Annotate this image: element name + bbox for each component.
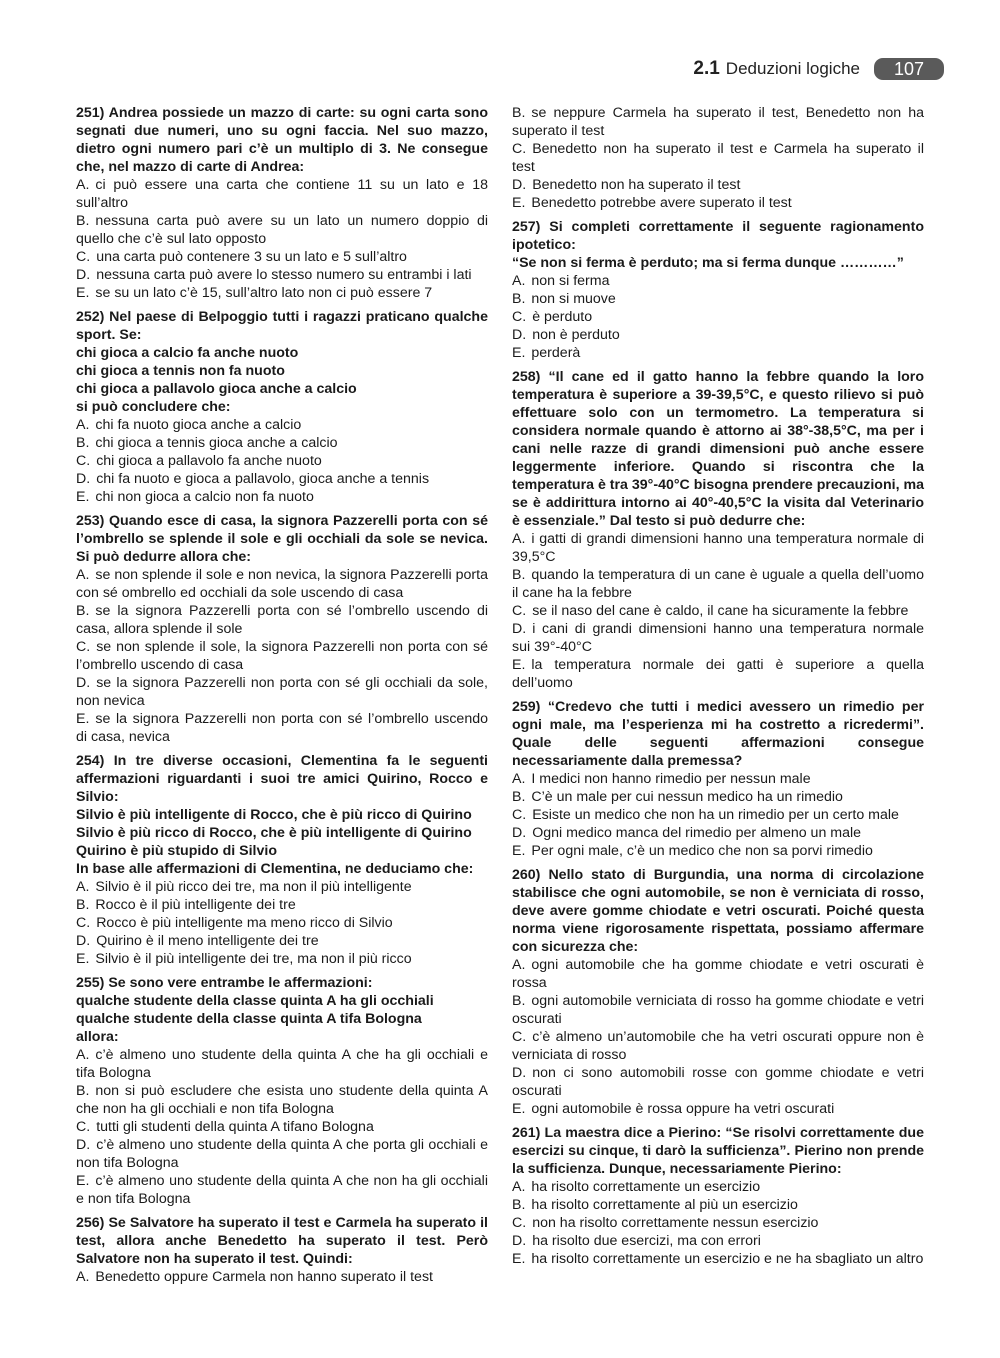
option-letter: B. <box>76 1083 90 1099</box>
option-text: c’è almeno uno studente della quinta A che non ha gli occhiali e non tifa Bologna <box>76 1173 488 1207</box>
option-letter: E. <box>76 1173 90 1189</box>
option-text: Per ogni male, c’è un medico che non sa porvi rimedio <box>531 843 873 859</box>
answer-option <box>76 452 488 470</box>
option-letter: E. <box>76 489 90 505</box>
answer-option <box>512 842 924 860</box>
question-stem-line: 259) “Credevo che tutti i medici avessero un rimedio per ogni male, ma l’esperienza mi ha costretto a ricredermi”. Quale delle seguenti affermazioni consegue necessariamente dalla premessa? <box>512 699 924 769</box>
option-text: non si ferma <box>531 273 610 289</box>
option-text: Benedetto non ha superato il test <box>532 177 741 193</box>
option-text: c’è almeno uno studente della quinta A che ha gli occhiali e tifa Bologna <box>76 1047 488 1081</box>
answer-option <box>512 656 924 692</box>
option-letter: A. <box>76 879 90 895</box>
option-text: chi fa nuoto gioca anche a calcio <box>95 417 302 433</box>
option-letter: C. <box>512 141 527 157</box>
option-text: ci può essere una carta che contiene 11 su un lato e 18 sull’altro <box>76 177 488 211</box>
option-letter: C. <box>512 603 527 619</box>
answer-option <box>512 530 924 566</box>
answer-option <box>76 248 488 266</box>
option-letter: E. <box>512 843 526 859</box>
option-letter: A. <box>76 417 90 433</box>
option-letter: D. <box>512 177 527 193</box>
answer-option <box>76 416 488 434</box>
option-letter: D. <box>512 1065 527 1081</box>
option-letter: D. <box>512 1233 527 1249</box>
answer-option <box>512 326 924 344</box>
option-letter: B. <box>76 603 90 619</box>
answer-option <box>512 1214 924 1232</box>
answer-option <box>76 710 488 746</box>
option-letter: A. <box>512 273 526 289</box>
question-stem-line: qualche studente della classe quinta A ha gli occhiali <box>76 993 434 1009</box>
option-text: ogni automobile verniciata di rosso ha gomme chiodate e vetri oscurati <box>512 993 924 1027</box>
option-text: chi gioca a tennis gioca anche a calcio <box>95 435 338 451</box>
option-letter: D. <box>76 675 91 691</box>
answer-option <box>76 638 488 674</box>
question-stem-line: chi gioca a calcio fa anche nuoto <box>76 345 299 361</box>
question-block <box>76 308 488 506</box>
answer-option <box>76 896 488 914</box>
option-letter: D. <box>512 327 527 343</box>
option-letter: B. <box>512 789 526 805</box>
question-stem-line: allora: <box>76 1029 119 1045</box>
option-letter: C. <box>76 915 91 931</box>
option-text: ogni automobile è rossa oppure ha vetri oscurati <box>531 1101 835 1117</box>
option-letter: B. <box>512 291 526 307</box>
option-letter: E. <box>76 285 90 301</box>
answer-option <box>76 878 488 896</box>
answer-option <box>512 1250 924 1268</box>
question-block <box>76 752 488 968</box>
answer-option <box>512 1232 924 1250</box>
answer-option <box>76 212 488 248</box>
question-stem-line: qualche studente della classe quinta A tifa Bologna <box>76 1011 422 1027</box>
answer-option <box>512 620 924 656</box>
option-text: non ha risolto correttamente nessun esercizio <box>532 1215 819 1231</box>
option-text: quando la temperatura di un cane è uguale a quella dell’uomo il cane ha la febbre <box>512 567 924 601</box>
question-block <box>76 974 488 1208</box>
option-letter: E. <box>512 1251 526 1267</box>
question-block <box>76 104 488 302</box>
option-text: ha risolto due esercizi, ma con errori <box>532 1233 761 1249</box>
answer-option <box>76 566 488 602</box>
option-text: la temperatura normale dei gatti è superiore a quella dell’uomo <box>512 657 924 691</box>
option-text: ha risolto correttamente un esercizio e ne ha sbagliato un altro <box>531 1251 924 1267</box>
option-letter: A. <box>76 1269 90 1285</box>
answer-options <box>512 530 924 692</box>
answer-option <box>76 674 488 710</box>
answer-options <box>512 104 924 212</box>
option-letter: D. <box>76 1137 91 1153</box>
answer-options <box>512 956 924 1118</box>
option-letter: D. <box>76 933 91 949</box>
answer-option <box>512 272 924 290</box>
option-letter: B. <box>512 993 526 1009</box>
answer-option <box>512 1028 924 1064</box>
option-text: C’è un male per cui nessun medico ha un rimedio <box>531 789 843 805</box>
answer-option <box>76 1172 488 1208</box>
answer-option <box>512 770 924 788</box>
answer-option <box>76 1118 488 1136</box>
answer-option <box>76 932 488 950</box>
option-letter: C. <box>512 1215 527 1231</box>
question-stem-line: 257) Si completi correttamente il seguente ragionamento ipotetico: <box>512 219 924 253</box>
option-letter: B. <box>76 435 90 451</box>
option-text: I medici non hanno rimedio per nessun male <box>531 771 811 787</box>
question-stem-line: 252) Nel paese di Belpoggio tutti i ragazzi praticano qualche sport. Se: <box>76 309 488 343</box>
option-text: nessuna carta può avere lo stesso numero su entrambi i lati <box>96 267 472 283</box>
option-text: se la signora Pazzerelli non porta con sé l’ombrello uscendo di casa, nevica <box>76 711 488 745</box>
answer-options <box>76 1046 488 1208</box>
option-text: ogni automobile che ha gomme chiodate e vetri oscurati è rossa <box>512 957 924 991</box>
question-stem-line: 260) Nello stato di Burgundia, una norma di circolazione stabilisce che ogni automobile, se non è verniciata di rosso, deve avere gomme chiodate e vetri oscurati. Poiché questa norma viene rigorosamente rispettata, possiamo affermare con sicurezza che: <box>512 867 924 955</box>
answer-option <box>512 992 924 1028</box>
option-letter: C. <box>76 639 91 655</box>
option-text: tutti gli studenti della quinta A tifano Bologna <box>96 1119 374 1135</box>
option-text: Benedetto non ha superato il test e Carmela ha superato il test <box>512 141 924 175</box>
option-text: chi fa nuoto e gioca a pallavolo, gioca anche a tennis <box>96 471 430 487</box>
option-text: non si può escludere che esista uno studente della quinta A che non ha gli occhiali e non tifa Bologna <box>76 1083 488 1117</box>
answer-option <box>512 290 924 308</box>
option-text: è perduto <box>532 309 593 325</box>
option-letter: A. <box>512 957 526 973</box>
question-stem-line: “Se non si ferma è perduto; ma si ferma dunque …………” <box>512 255 904 271</box>
option-text: non ci sono automobili rosse con gomme chiodate e vetri oscurati <box>512 1065 924 1099</box>
answer-option <box>512 566 924 602</box>
question-block <box>512 866 924 1118</box>
option-letter: E. <box>512 657 526 673</box>
answer-option <box>76 602 488 638</box>
question-stem-line: chi gioca a pallavolo gioca anche a calcio <box>76 381 357 397</box>
option-letter: E. <box>512 1101 526 1117</box>
option-letter: E. <box>76 951 90 967</box>
option-text: i gatti di grandi dimensioni hanno una temperatura normale di 39,5°C <box>512 531 924 565</box>
question-stem-line: si può concludere che: <box>76 399 231 415</box>
option-letter: B. <box>76 213 90 229</box>
option-text: chi gioca a pallavolo fa anche nuoto <box>96 453 322 469</box>
option-text: Rocco è più intelligente ma meno ricco di Silvio <box>96 915 393 931</box>
option-letter: D. <box>76 471 91 487</box>
option-letter: A. <box>76 567 90 583</box>
question-stem-line: 253) Quando esce di casa, la signora Pazzerelli porta con sé l’ombrello se splende il sole e gli occhiali da sole se nevica. Si può dedurre allora che: <box>76 513 488 565</box>
answer-options <box>76 176 488 302</box>
answer-options <box>76 416 488 506</box>
option-text: se neppure Carmela ha superato il test, Benedetto non ha superato il test <box>512 105 924 139</box>
answer-option <box>512 806 924 824</box>
question-block <box>76 512 488 746</box>
answer-options <box>76 878 488 968</box>
question-block <box>512 104 924 212</box>
option-text: se la signora Pazzerelli porta con sé l’ombrello uscendo di casa, allora splende il sole <box>76 603 488 637</box>
answer-option <box>76 266 488 284</box>
answer-options <box>76 1268 488 1286</box>
answer-option <box>76 1268 488 1286</box>
option-text: se su un lato c’è 15, sull’altro lato non ci può essere 7 <box>95 285 433 301</box>
question-stem-line: 251) Andrea possiede un mazzo di carte: su ogni carta sono segnati due numeri, uno su ogni faccia. Nel suo mazzo, dietro ogni numero pari c’è un multiplo di 3. Ne consegue che, nel mazzo di carte di Andrea: <box>76 105 488 175</box>
answer-option <box>512 176 924 194</box>
answer-option <box>512 956 924 992</box>
option-letter: E. <box>512 345 526 361</box>
option-text: una carta può contenere 3 su un lato e 5 sull’altro <box>96 249 407 265</box>
option-letter: A. <box>512 1179 526 1195</box>
option-letter: E. <box>512 195 526 211</box>
option-letter: D. <box>512 621 527 637</box>
option-letter: C. <box>512 309 527 325</box>
answer-option <box>76 488 488 506</box>
option-letter: D. <box>76 267 91 283</box>
answer-option <box>512 824 924 842</box>
option-letter: A. <box>76 1047 90 1063</box>
question-stem-line: 254) In tre diverse occasioni, Clementina fa le seguenti affermazioni riguardanti i suoi tre amici Quirino, Rocco e Silvio: <box>76 753 488 805</box>
answer-option <box>512 788 924 806</box>
question-stem-line: 258) “Il cane ed il gatto hanno la febbre quando la loro temperatura è superiore a 39-39,5°C, e questo rilievo si può effettuare solo con un termometro. La temperatura si considera normale quando è attorno ai 38°-38,5°C, ma per i cani nelle razze di grandi dimensioni può anche essere leggermente inferiore. Quando si riscontra che la temperatura è tra 39°-40°C bisogna prendere precauzioni, ma se è addirittura intorno ai 40°-40,5°C la visita dal Veterinario è essenziale.” Dal testo si può dedurre che: <box>512 369 924 529</box>
option-text: Benedetto oppure Carmela non hanno superato il test <box>95 1269 433 1285</box>
question-stem-line: 255) Se sono vere entrambe le affermazioni: <box>76 975 373 991</box>
answer-options <box>76 566 488 746</box>
section-title: Deduzioni logiche <box>725 59 860 78</box>
question-stem-line: Silvio è più ricco di Rocco, che è più intelligente di Quirino <box>76 825 472 841</box>
question-stem-line: Silvio è più intelligente di Rocco, che è più ricco di Quirino <box>76 807 472 823</box>
option-text: non si muove <box>531 291 616 307</box>
right-column <box>512 104 924 1274</box>
question-stem-line: In base alle affermazioni di Clementina, ne deduciamo che: <box>76 861 474 877</box>
option-text: Rocco è il più intelligente dei tre <box>95 897 296 913</box>
option-letter: A. <box>512 771 526 787</box>
answer-option <box>512 1196 924 1214</box>
option-text: c’è almeno un’automobile che ha vetri oscurati oppure non è verniciata di rosso <box>512 1029 924 1063</box>
option-letter: A. <box>512 531 526 547</box>
option-text: Silvio è il più ricco dei tre, ma non il più intelligente <box>95 879 412 895</box>
option-letter: A. <box>76 177 90 193</box>
answer-option <box>512 194 924 212</box>
answer-option <box>76 470 488 488</box>
option-text: se non splende il sole, la signora Pazzerelli non porta con sé l’ombrello uscendo di casa <box>76 639 488 673</box>
answer-option <box>76 1136 488 1172</box>
answer-option <box>76 1046 488 1082</box>
question-block <box>512 698 924 860</box>
question-stem-line: chi gioca a tennis non fa nuoto <box>76 363 285 379</box>
running-header <box>693 56 944 82</box>
question-block <box>76 1214 488 1286</box>
option-text: Ogni medico manca del rimedio per almeno un male <box>532 825 862 841</box>
option-text: Esiste un medico che non ha un rimedio per un certo male <box>532 807 899 823</box>
answer-option <box>76 914 488 932</box>
option-letter: C. <box>512 1029 527 1045</box>
question-stem-line: 256) Se Salvatore ha superato il test e Carmela ha superato il test, allora anche Benedetto ha superato il test. Però Salvatore non ha superato il test. Quindi: <box>76 1215 488 1267</box>
question-block <box>512 368 924 692</box>
answer-option <box>512 1064 924 1100</box>
question-stem-line: Quirino è più stupido di Silvio <box>76 843 277 859</box>
option-text: i cani di grandi dimensioni hanno una temperatura normale sui 39°-40°C <box>512 621 924 655</box>
option-text: perderà <box>531 345 581 361</box>
option-text: ha risolto correttamente al più un esercizio <box>531 1197 798 1213</box>
option-text: Quirino è il meno intelligente dei tre <box>96 933 319 949</box>
option-letter: C. <box>512 807 527 823</box>
option-letter: B. <box>512 105 526 121</box>
option-text: ha risolto correttamente un esercizio <box>531 1179 761 1195</box>
option-letter: C. <box>76 249 91 265</box>
answer-option <box>512 344 924 362</box>
answer-option <box>512 1100 924 1118</box>
question-block <box>512 218 924 362</box>
option-letter: B. <box>76 897 90 913</box>
option-letter: E. <box>76 711 90 727</box>
answer-option <box>76 176 488 212</box>
question-block <box>512 1124 924 1268</box>
option-letter: D. <box>512 825 527 841</box>
section-number: 2.1 <box>693 58 720 79</box>
answer-option <box>512 1178 924 1196</box>
option-text: se il naso del cane è caldo, il cane ha sicuramente la febbre <box>532 603 909 619</box>
answer-option <box>512 140 924 176</box>
option-text: c’è almeno uno studente della quinta A che porta gli occhiali e non tifa Bologna <box>76 1137 488 1171</box>
option-text: non è perduto <box>532 327 620 343</box>
answer-options <box>512 1178 924 1268</box>
option-letter: B. <box>512 1197 526 1213</box>
option-letter: B. <box>512 567 526 583</box>
left-column <box>76 104 488 1292</box>
answer-option <box>512 602 924 620</box>
answer-option <box>76 434 488 452</box>
option-text: Silvio è il più intelligente dei tre, ma non il più ricco <box>95 951 412 967</box>
option-letter: C. <box>76 1119 91 1135</box>
answer-options <box>512 272 924 362</box>
answer-options <box>512 770 924 860</box>
option-text: chi non gioca a calcio non fa nuoto <box>95 489 314 505</box>
answer-option <box>76 284 488 302</box>
option-text: se la signora Pazzerelli non porta con sé gli occhiali da sole, non nevica <box>76 675 488 709</box>
answer-option <box>512 308 924 326</box>
answer-option <box>76 1082 488 1118</box>
option-text: nessuna carta può avere su un lato un numero doppio di quello che c’è sul lato opposto <box>76 213 488 247</box>
page-number: 107 <box>874 58 944 80</box>
option-text: se non splende il sole e non nevica, la signora Pazzerelli porta con sé ombrello ed occhiali da sole uscendo di casa <box>76 567 488 601</box>
option-text: Benedetto potrebbe avere superato il test <box>531 195 792 211</box>
question-stem-line: 261) La maestra dice a Pierino: “Se risolvi correttamente due esercizi su cinque, ti darò la sufficienza”. Pierino non prende la sufficienza. Dunque, necessariamente Pierino: <box>512 1125 924 1177</box>
option-letter: C. <box>76 453 91 469</box>
answer-option <box>512 104 924 140</box>
answer-option <box>76 950 488 968</box>
